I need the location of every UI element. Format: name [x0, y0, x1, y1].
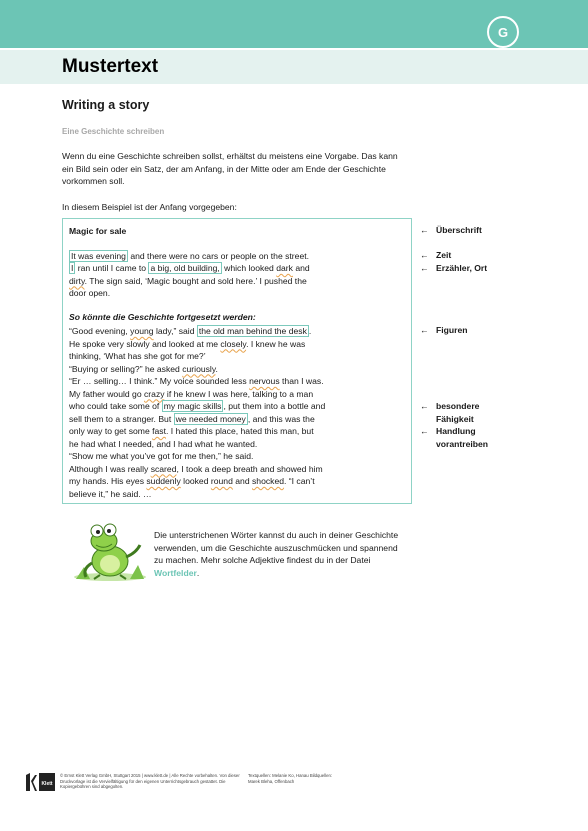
story-text: thinking, ‘What has she got for me?’ — [69, 351, 206, 361]
frog-mascot-icon — [70, 517, 150, 583]
page-title: Mustertext — [62, 56, 159, 77]
underlined-word: suddenly — [146, 476, 181, 486]
story-text: if he knew I was here, talking to a man — [164, 388, 314, 399]
story-text: lady,” said — [153, 326, 197, 336]
label-ueberschrift — [420, 224, 482, 237]
boxed-phrase: the old man behind the desk — [198, 326, 307, 336]
story-text: who could take some of — [69, 401, 162, 411]
underlined-word: dark — [276, 263, 293, 273]
story-text: . I knew he was — [246, 338, 306, 349]
left-arrow-icon: ← — [420, 426, 429, 436]
underlined-word: fast — [152, 426, 166, 436]
label-figuren — [420, 324, 468, 337]
underlined-word: dirty — [69, 275, 85, 286]
story-text: and — [232, 476, 252, 486]
left-arrow-icon: ← — [420, 401, 429, 411]
left-arrow-icon: ← — [420, 225, 429, 235]
story-paragraph-1 — [69, 250, 405, 300]
story-text: . “I can’t — [284, 476, 315, 486]
underlined-word: curiously — [182, 363, 216, 374]
story-text: which looked — [221, 263, 277, 273]
left-arrow-icon: ← — [420, 263, 429, 273]
story-text: , and this was the — [247, 413, 315, 424]
label-besondere-faehigkeit — [420, 400, 479, 425]
story-text: My father would go — [69, 388, 144, 399]
continuation-label: So könnte die Geschichte fortgesetzt werden: — [69, 311, 256, 322]
boxed-phrase: I — [71, 263, 74, 273]
intro-text: Wenn du eine Geschichte schreiben sollst, erhältst du meistens eine Vorgabe. Das kann ein Bild sein oder ein Satz, der am Anfang, in der Mitte oder am Ende der Geschichte vorkommen soll. — [62, 151, 398, 187]
story-text: “Show me what you’ve got for me then,” he said. — [69, 451, 254, 461]
story-text: , put them into a bottle and — [223, 401, 326, 411]
story-text: He spoke very slowly and looked at me — [69, 338, 221, 349]
story-text: Although I was really — [69, 463, 151, 474]
story-text: , I took a deep breath and showed him — [176, 463, 323, 474]
label-erzaehler-ort — [420, 262, 487, 275]
label-text: Überschrift — [436, 225, 482, 235]
label-text: besondere — [436, 401, 480, 411]
label-text: Fähigkeit — [436, 413, 474, 424]
footer-copyright: © Ernst Klett Verlag GmbH, Stuttgart 2015 | www.klett.de | Alle Rechte vorbehalten. Von dieser Druckvorlage ist die Vervielfältigung für den eigenen Unterrichtsgebrauch gestattet. Die Kopiergebühren sind abgegolten. — [60, 773, 240, 790]
story-text: looked — [180, 476, 211, 486]
story-paragraph-2 — [69, 325, 405, 500]
label-text: Handlung — [436, 426, 476, 436]
story-text: . — [308, 326, 312, 336]
story-text: . — [215, 363, 218, 374]
story-text: only way to get some — [69, 426, 153, 436]
logo-text: Klett — [41, 781, 53, 787]
underlined-word: closely — [220, 338, 247, 349]
story-text: he had what I needed, and I had what he wanted. — [69, 438, 258, 449]
underlined-word: scared — [150, 463, 177, 474]
label-text: Erzähler, Ort — [436, 263, 488, 273]
chapter-badge: G — [487, 16, 519, 48]
klett-logo-icon — [24, 771, 56, 793]
story-text: “Buying or selling?” he asked — [69, 363, 183, 374]
boxed-phrase: my magic skills — [163, 401, 222, 411]
label-handlung — [420, 425, 488, 450]
footer-sources: Textquellen: Melanie Ko, Hanau Bildquellen: Marek Bleha, Offenbach — [248, 773, 333, 784]
section-subheading: Eine Geschichte schreiben — [62, 127, 165, 136]
story-text: “Er … selling… I think.” My voice sounded less — [69, 376, 250, 386]
label-text: Figuren — [436, 325, 468, 335]
top-bar — [0, 0, 588, 48]
story-box — [62, 218, 412, 504]
story-text: ran until I came to — [75, 263, 149, 273]
story-title: Magic for sale — [69, 226, 127, 236]
wortfelder-link[interactable]: Wortfelder — [154, 567, 197, 578]
underlined-word: young — [130, 326, 154, 336]
underlined-word: shocked — [252, 476, 285, 486]
story-text: believe it,” he said. … — [69, 488, 152, 499]
label-zeit — [420, 249, 451, 262]
left-arrow-icon: ← — [420, 325, 429, 335]
tip-note: Die unterstrichenen Wörter kannst du auch in deiner Geschichte verwenden, um die Geschichte auszuschmücken und spannend zu machen. Mehr solche Adjektive findest du in der Datei Wortfelder. — [154, 530, 399, 578]
label-text: vorantreiben — [436, 438, 489, 449]
story-text: . I hated this place, hated this man, but — [165, 426, 314, 436]
label-text: Zeit — [436, 250, 452, 260]
boxed-phrase: we needed money — [175, 413, 246, 424]
story-text: . The sign said, ‘Magic bought and sold here.’ I pushed the — [84, 275, 307, 286]
story-text: door open. — [69, 288, 111, 298]
section-heading: Writing a story — [62, 98, 150, 112]
story-text: than I was. — [279, 376, 324, 386]
story-text: sell them to a stranger. But — [69, 413, 174, 424]
underlined-word: nervous — [249, 376, 280, 386]
tip-text: Die unterstrichenen Wörter kannst du auch in deiner Geschichte verwenden, um die Geschichte auszuschmücken und spannend zu machen. Mehr solche Adjektive findest du in der Datei — [154, 530, 399, 565]
left-arrow-icon: ← — [420, 250, 429, 260]
underlined-word: round — [210, 476, 233, 486]
story-text: “Good evening, — [69, 326, 131, 336]
boxed-phrase: It was evening — [71, 250, 126, 261]
boxed-phrase: a big, old building, — [150, 263, 220, 273]
intro-example-text: In diesem Beispiel ist der Anfang vorgegeben: — [62, 202, 237, 212]
underlined-word: crazy — [144, 388, 165, 399]
story-text: my hands. His eyes — [69, 476, 147, 486]
story-text: and — [292, 263, 310, 273]
story-text: and there were no cars or people on the street. — [127, 250, 309, 261]
